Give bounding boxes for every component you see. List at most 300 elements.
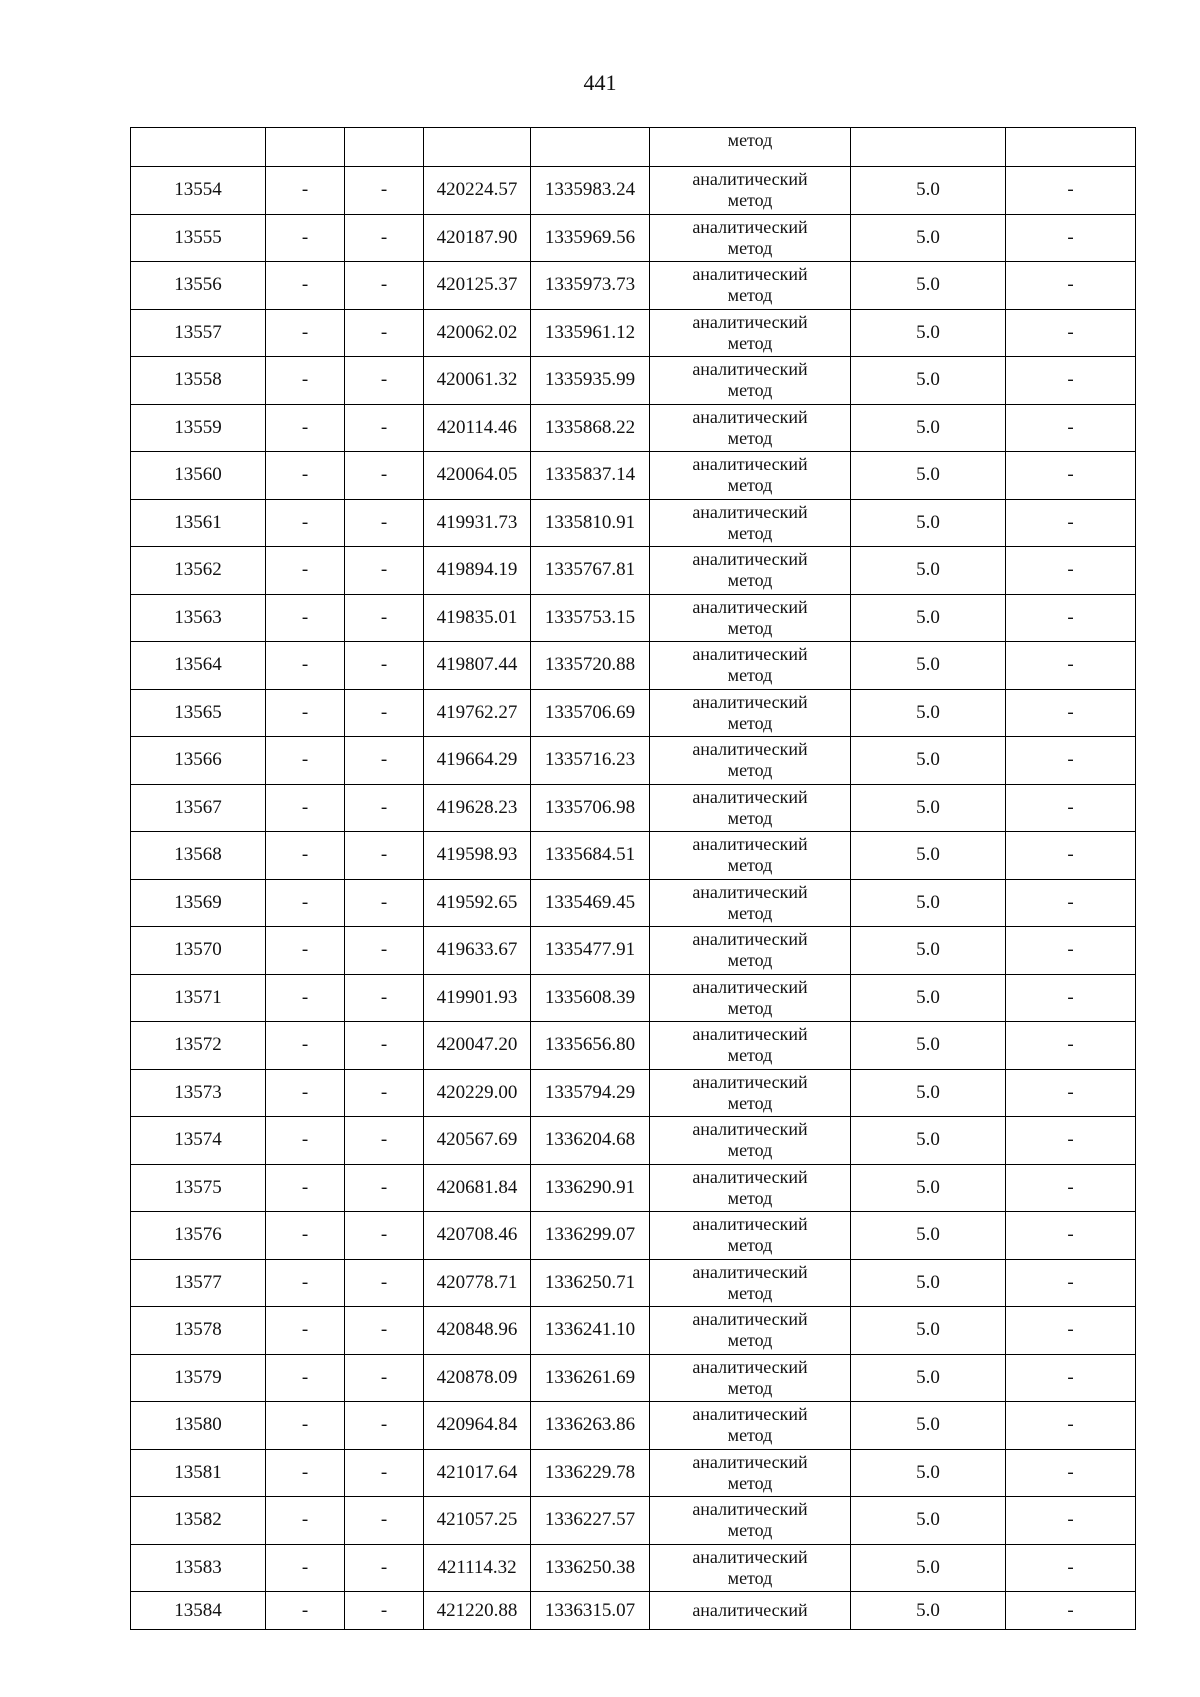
- table-cell: -: [266, 309, 345, 357]
- y-coordinate-cell: 1335973.73: [531, 262, 650, 310]
- method-line2: метод: [727, 617, 773, 638]
- method-line1: аналитический: [692, 359, 808, 380]
- y-coordinate-cell: 1335837.14: [531, 452, 650, 500]
- table-cell: -: [266, 1307, 345, 1355]
- y-coordinate-cell: 1336261.69: [531, 1354, 650, 1402]
- method-cell: [650, 974, 851, 1022]
- table-row: [131, 214, 1136, 262]
- method-cell: [650, 167, 851, 215]
- point-id-cell: 13582: [131, 1497, 266, 1545]
- y-coordinate-cell: 1335720.88: [531, 642, 650, 690]
- error-cell: 5.0: [851, 1544, 1006, 1592]
- x-coordinate-cell: 420114.46: [424, 404, 531, 452]
- x-coordinate-cell: 420187.90: [424, 214, 531, 262]
- x-coordinate-cell: 419807.44: [424, 642, 531, 690]
- x-coordinate-cell: 421017.64: [424, 1449, 531, 1497]
- point-id-cell: 13569: [131, 879, 266, 927]
- error-cell: 5.0: [851, 879, 1006, 927]
- table-cell: -: [266, 1354, 345, 1402]
- method-line2: метод: [727, 712, 773, 733]
- y-coordinate-cell: 1335716.23: [531, 737, 650, 785]
- point-id-cell: 13571: [131, 974, 266, 1022]
- y-coordinate-cell: 1335684.51: [531, 832, 650, 880]
- error-cell: 5.0: [851, 784, 1006, 832]
- table-cell: -: [1006, 642, 1136, 690]
- error-cell: 5.0: [851, 1069, 1006, 1117]
- point-id-cell: 13558: [131, 357, 266, 405]
- method-line2: метод: [727, 1377, 773, 1398]
- method-cell: [650, 1164, 851, 1212]
- error-cell: 5.0: [851, 1022, 1006, 1070]
- table-cell: -: [266, 974, 345, 1022]
- table-cell: -: [266, 167, 345, 215]
- table-cell: -: [266, 214, 345, 262]
- method-line2: метод: [727, 1282, 773, 1303]
- method-line1: аналитический: [692, 881, 808, 902]
- method-cell: [650, 1544, 851, 1592]
- error-cell: 5.0: [851, 357, 1006, 405]
- method-line1: аналитический: [692, 976, 808, 997]
- table-cell: -: [1006, 1592, 1136, 1630]
- table-row: [131, 1449, 1136, 1497]
- method-line2: метод: [727, 1425, 773, 1446]
- error-cell: 5.0: [851, 594, 1006, 642]
- error-cell: 5.0: [851, 1164, 1006, 1212]
- table-cell: -: [1006, 214, 1136, 262]
- y-coordinate-cell: 1335969.56: [531, 214, 650, 262]
- method-cell: [650, 499, 851, 547]
- method-cell: [650, 1069, 851, 1117]
- x-coordinate-cell: 420061.32: [424, 357, 531, 405]
- error-cell: 5.0: [851, 1449, 1006, 1497]
- table-cell: -: [266, 1497, 345, 1545]
- method-line1: аналитический: [692, 1451, 808, 1472]
- method-line2: метод: [727, 665, 773, 686]
- x-coordinate-cell: 420778.71: [424, 1259, 531, 1307]
- table-row: [131, 784, 1136, 832]
- table-cell: -: [1006, 832, 1136, 880]
- method-line2: метод: [727, 475, 773, 496]
- table-cell: -: [266, 547, 345, 595]
- point-id-cell: 13578: [131, 1307, 266, 1355]
- method-cell: [650, 1592, 851, 1630]
- table-cell: -: [345, 1069, 424, 1117]
- table-row: [131, 1592, 1136, 1630]
- table-cell: -: [266, 642, 345, 690]
- method-cell: [650, 832, 851, 880]
- method-cell: [650, 1022, 851, 1070]
- method-line1: аналитический: [692, 1024, 808, 1045]
- point-id-cell: 13577: [131, 1259, 266, 1307]
- point-id-cell: 13563: [131, 594, 266, 642]
- continuation-row: [131, 128, 1136, 167]
- error-cell: 5.0: [851, 832, 1006, 880]
- method-cell: [650, 357, 851, 405]
- method-line1: аналитический: [692, 786, 808, 807]
- table-cell: [1006, 128, 1136, 167]
- method-cell: [650, 1117, 851, 1165]
- x-coordinate-cell: 420062.02: [424, 309, 531, 357]
- method-cell: [650, 452, 851, 500]
- error-cell: 5.0: [851, 1212, 1006, 1260]
- method-line1: аналитический: [692, 406, 808, 427]
- y-coordinate-cell: 1335753.15: [531, 594, 650, 642]
- y-coordinate-cell: 1335794.29: [531, 1069, 650, 1117]
- y-coordinate-cell: 1336241.10: [531, 1307, 650, 1355]
- table-cell: [131, 128, 266, 167]
- table-cell: -: [345, 1022, 424, 1070]
- method-line1: аналитический: [692, 1600, 808, 1620]
- point-id-cell: 13556: [131, 262, 266, 310]
- method-line1: аналитический: [692, 1071, 808, 1092]
- y-coordinate-cell: 1335706.98: [531, 784, 650, 832]
- error-cell: 5.0: [851, 499, 1006, 547]
- table-cell: -: [1006, 309, 1136, 357]
- table-cell: -: [266, 1259, 345, 1307]
- table-cell: -: [1006, 499, 1136, 547]
- table-row: [131, 547, 1136, 595]
- x-coordinate-cell: 420047.20: [424, 1022, 531, 1070]
- table-cell: -: [266, 832, 345, 880]
- y-coordinate-cell: 1336227.57: [531, 1497, 650, 1545]
- x-coordinate-cell: 419628.23: [424, 784, 531, 832]
- y-coordinate-cell: 1335469.45: [531, 879, 650, 927]
- method-line1: аналитический: [692, 1261, 808, 1282]
- method-line1: аналитический: [692, 454, 808, 475]
- table-row: [131, 1544, 1136, 1592]
- method-cell: [650, 1307, 851, 1355]
- point-id-cell: 13573: [131, 1069, 266, 1117]
- table-cell: -: [266, 1592, 345, 1630]
- table-row: [131, 1022, 1136, 1070]
- table-cell: -: [345, 309, 424, 357]
- table-cell: -: [345, 832, 424, 880]
- table-row: [131, 689, 1136, 737]
- error-cell: 5.0: [851, 1497, 1006, 1545]
- method-cell: [650, 309, 851, 357]
- method-cell: [650, 262, 851, 310]
- method-line2: метод: [727, 807, 773, 828]
- method-cell: [650, 879, 851, 927]
- method-line2: метод: [727, 570, 773, 591]
- table-row: [131, 1354, 1136, 1402]
- method-line2: метод: [727, 760, 773, 781]
- table-cell: [531, 128, 650, 167]
- method-line2: метод: [727, 1330, 773, 1351]
- table-body: [131, 128, 1136, 1630]
- y-coordinate-cell: 1335706.69: [531, 689, 650, 737]
- y-coordinate-cell: 1336263.86: [531, 1402, 650, 1450]
- table-row: [131, 1069, 1136, 1117]
- method-line2: метод: [727, 1187, 773, 1208]
- table-row: [131, 879, 1136, 927]
- table-cell: -: [345, 1164, 424, 1212]
- x-coordinate-cell: 421057.25: [424, 1497, 531, 1545]
- method-line2: метод: [727, 855, 773, 876]
- table-cell: -: [1006, 1117, 1136, 1165]
- error-cell: 5.0: [851, 1307, 1006, 1355]
- method-line1: аналитический: [692, 216, 808, 237]
- method-cell: метод: [650, 128, 851, 167]
- method-cell: [650, 1497, 851, 1545]
- x-coordinate-cell: 420681.84: [424, 1164, 531, 1212]
- table-cell: -: [345, 784, 424, 832]
- table-row: [131, 1259, 1136, 1307]
- table-row: [131, 1212, 1136, 1260]
- table-cell: -: [266, 927, 345, 975]
- error-cell: 5.0: [851, 404, 1006, 452]
- table-cell: -: [345, 1544, 424, 1592]
- table-cell: -: [345, 1497, 424, 1545]
- y-coordinate-cell: 1335961.12: [531, 309, 650, 357]
- table-row: [131, 1307, 1136, 1355]
- method-cell: [650, 784, 851, 832]
- table-cell: -: [345, 974, 424, 1022]
- x-coordinate-cell: 419762.27: [424, 689, 531, 737]
- point-id-cell: 13565: [131, 689, 266, 737]
- x-coordinate-cell: 419894.19: [424, 547, 531, 595]
- table-cell: -: [1006, 1307, 1136, 1355]
- table-cell: -: [266, 1069, 345, 1117]
- table-cell: -: [266, 1022, 345, 1070]
- point-id-cell: 13559: [131, 404, 266, 452]
- point-id-cell: 13572: [131, 1022, 266, 1070]
- method-line1: аналитический: [692, 1309, 808, 1330]
- table-cell: -: [345, 594, 424, 642]
- x-coordinate-cell: 421220.88: [424, 1592, 531, 1630]
- table-cell: -: [1006, 737, 1136, 785]
- method-line2: метод: [727, 1567, 773, 1588]
- y-coordinate-cell: 1336250.38: [531, 1544, 650, 1592]
- method-line1: аналитический: [692, 1214, 808, 1235]
- table-cell: -: [345, 547, 424, 595]
- table-cell: -: [1006, 784, 1136, 832]
- y-coordinate-cell: 1335983.24: [531, 167, 650, 215]
- error-cell: 5.0: [851, 737, 1006, 785]
- method-line1: аналитический: [692, 596, 808, 617]
- table-cell: -: [345, 1449, 424, 1497]
- table-cell: -: [266, 1449, 345, 1497]
- table-cell: -: [1006, 404, 1136, 452]
- point-id-cell: 13580: [131, 1402, 266, 1450]
- table-cell: -: [1006, 927, 1136, 975]
- method-line2: метод: [727, 1472, 773, 1493]
- point-id-cell: 13554: [131, 167, 266, 215]
- coordinates-table: [130, 127, 1136, 1630]
- x-coordinate-cell: 419598.93: [424, 832, 531, 880]
- point-id-cell: 13568: [131, 832, 266, 880]
- error-cell: 5.0: [851, 309, 1006, 357]
- y-coordinate-cell: 1336204.68: [531, 1117, 650, 1165]
- x-coordinate-cell: 419901.93: [424, 974, 531, 1022]
- method-line2: метод: [727, 950, 773, 971]
- table-cell: -: [345, 214, 424, 262]
- method-line1: аналитический: [692, 691, 808, 712]
- x-coordinate-cell: 419664.29: [424, 737, 531, 785]
- table-cell: -: [1006, 594, 1136, 642]
- method-cell: [650, 404, 851, 452]
- method-line2: метод: [727, 997, 773, 1018]
- method-line1: аналитический: [692, 1404, 808, 1425]
- method-line2: метод: [727, 1520, 773, 1541]
- error-cell: 5.0: [851, 452, 1006, 500]
- x-coordinate-cell: 419931.73: [424, 499, 531, 547]
- table-row: [131, 832, 1136, 880]
- method-line2: метод: [727, 1092, 773, 1113]
- x-coordinate-cell: 419633.67: [424, 927, 531, 975]
- table-cell: -: [345, 1117, 424, 1165]
- point-id-cell: 13555: [131, 214, 266, 262]
- table-cell: -: [266, 1117, 345, 1165]
- method-line1: аналитический: [692, 1119, 808, 1140]
- y-coordinate-cell: 1335868.22: [531, 404, 650, 452]
- error-cell: 5.0: [851, 167, 1006, 215]
- error-cell: 5.0: [851, 1259, 1006, 1307]
- method-line1: аналитический: [692, 311, 808, 332]
- table-row: [131, 452, 1136, 500]
- table-cell: -: [1006, 1402, 1136, 1450]
- table-cell: -: [345, 689, 424, 737]
- method-cell: [650, 1212, 851, 1260]
- table-row: [131, 404, 1136, 452]
- table-cell: -: [266, 784, 345, 832]
- point-id-cell: 13560: [131, 452, 266, 500]
- method-cell: [650, 1259, 851, 1307]
- method-line2: метод: [727, 332, 773, 353]
- table-row: [131, 1402, 1136, 1450]
- table-cell: -: [266, 1212, 345, 1260]
- table-cell: -: [1006, 1164, 1136, 1212]
- table-cell: -: [1006, 1259, 1136, 1307]
- x-coordinate-cell: 420878.09: [424, 1354, 531, 1402]
- table-cell: -: [345, 167, 424, 215]
- table-cell: -: [345, 642, 424, 690]
- table-row: [131, 499, 1136, 547]
- method-cell: [650, 642, 851, 690]
- method-line1: аналитический: [692, 501, 808, 522]
- method-line2: метод: [727, 190, 773, 211]
- point-id-cell: 13561: [131, 499, 266, 547]
- x-coordinate-cell: 420964.84: [424, 1402, 531, 1450]
- table-row: [131, 1117, 1136, 1165]
- point-id-cell: 13576: [131, 1212, 266, 1260]
- method-line2: метод: [727, 427, 773, 448]
- error-cell: 5.0: [851, 974, 1006, 1022]
- method-line1: аналитический: [692, 264, 808, 285]
- point-id-cell: 13570: [131, 927, 266, 975]
- table-cell: -: [1006, 1544, 1136, 1592]
- error-cell: 5.0: [851, 1117, 1006, 1165]
- method-line1: аналитический: [692, 1166, 808, 1187]
- method-line2: метод: [727, 522, 773, 543]
- table-cell: -: [345, 1212, 424, 1260]
- table-cell: [266, 128, 345, 167]
- y-coordinate-cell: 1335767.81: [531, 547, 650, 595]
- table-row: [131, 737, 1136, 785]
- table-cell: -: [266, 1402, 345, 1450]
- x-coordinate-cell: 420064.05: [424, 452, 531, 500]
- method-line1: аналитический: [692, 929, 808, 950]
- error-cell: 5.0: [851, 547, 1006, 595]
- table-row: [131, 262, 1136, 310]
- table-cell: -: [1006, 1497, 1136, 1545]
- table-cell: -: [1006, 547, 1136, 595]
- y-coordinate-cell: 1336229.78: [531, 1449, 650, 1497]
- table-cell: -: [1006, 167, 1136, 215]
- table-cell: -: [1006, 357, 1136, 405]
- table-cell: -: [345, 737, 424, 785]
- method-line2: метод: [727, 380, 773, 401]
- error-cell: 5.0: [851, 214, 1006, 262]
- page-number: 441: [583, 70, 617, 95]
- table-cell: -: [345, 262, 424, 310]
- table-cell: -: [345, 1259, 424, 1307]
- table-cell: -: [266, 357, 345, 405]
- point-id-cell: 13574: [131, 1117, 266, 1165]
- x-coordinate-cell: 420229.00: [424, 1069, 531, 1117]
- table-cell: -: [345, 927, 424, 975]
- x-coordinate-cell: 421114.32: [424, 1544, 531, 1592]
- table-cell: -: [1006, 1069, 1136, 1117]
- method-cell: [650, 1402, 851, 1450]
- table-cell: -: [345, 357, 424, 405]
- table-row: [131, 309, 1136, 357]
- point-id-cell: 13575: [131, 1164, 266, 1212]
- table-cell: -: [345, 1354, 424, 1402]
- table-cell: -: [345, 1592, 424, 1630]
- table-row: [131, 357, 1136, 405]
- method-cell: [650, 689, 851, 737]
- point-id-cell: 13566: [131, 737, 266, 785]
- y-coordinate-cell: 1335656.80: [531, 1022, 650, 1070]
- error-cell: 5.0: [851, 642, 1006, 690]
- x-coordinate-cell: 420708.46: [424, 1212, 531, 1260]
- method-cell: [650, 214, 851, 262]
- table-cell: -: [1006, 879, 1136, 927]
- table-cell: -: [1006, 974, 1136, 1022]
- point-id-cell: 13579: [131, 1354, 266, 1402]
- table-cell: -: [1006, 1449, 1136, 1497]
- error-cell: 5.0: [851, 1592, 1006, 1630]
- x-coordinate-cell: 419592.65: [424, 879, 531, 927]
- method-line1: аналитический: [692, 549, 808, 570]
- error-cell: 5.0: [851, 262, 1006, 310]
- method-line2: метод: [727, 237, 773, 258]
- table-cell: -: [345, 499, 424, 547]
- point-id-cell: 13583: [131, 1544, 266, 1592]
- table-cell: -: [266, 452, 345, 500]
- table-row: [131, 974, 1136, 1022]
- table-cell: -: [345, 1307, 424, 1355]
- method-cell: [650, 927, 851, 975]
- y-coordinate-cell: 1335935.99: [531, 357, 650, 405]
- table-cell: -: [1006, 1022, 1136, 1070]
- table-cell: -: [1006, 1354, 1136, 1402]
- method-line1: аналитический: [692, 169, 808, 190]
- method-cell: [650, 1449, 851, 1497]
- y-coordinate-cell: 1335608.39: [531, 974, 650, 1022]
- method-cell: [650, 737, 851, 785]
- table-cell: -: [266, 737, 345, 785]
- method-cell: [650, 547, 851, 595]
- point-id-cell: 13567: [131, 784, 266, 832]
- table-cell: -: [266, 404, 345, 452]
- table-row: [131, 642, 1136, 690]
- x-coordinate-cell: 420567.69: [424, 1117, 531, 1165]
- table-row: [131, 1164, 1136, 1212]
- y-coordinate-cell: 1335477.91: [531, 927, 650, 975]
- table-cell: -: [266, 879, 345, 927]
